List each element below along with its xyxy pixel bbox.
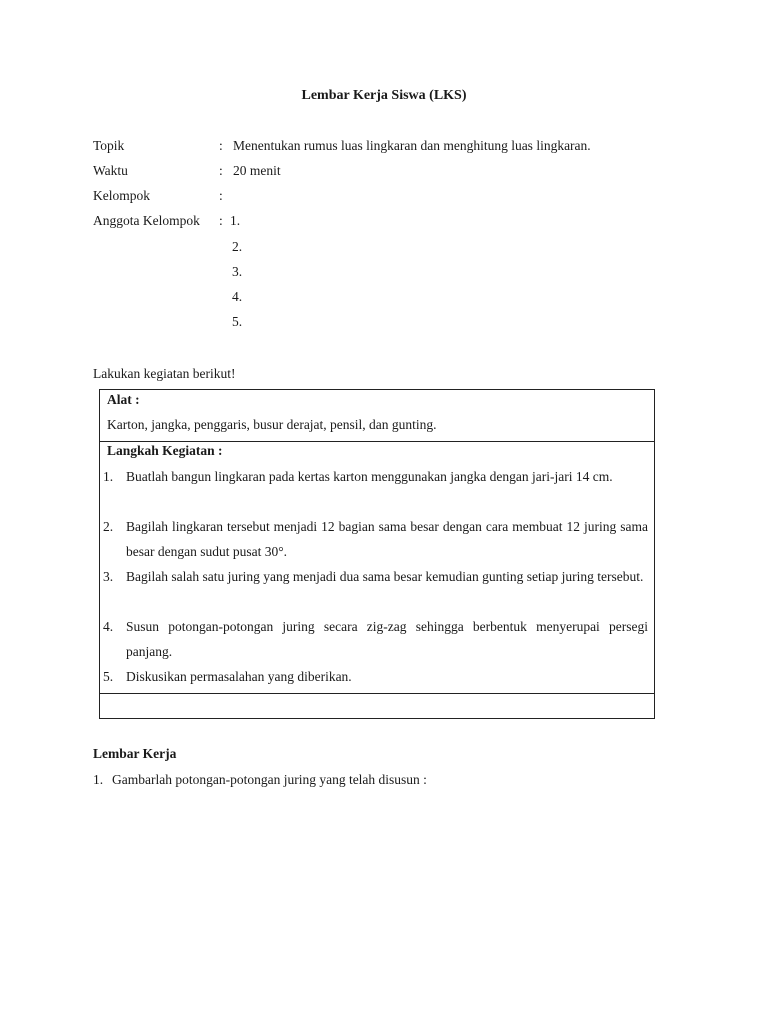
worksheet-item <box>93 770 427 790</box>
worksheet-item-text: Gambarlah potongan-potongan juring yang telah disusun : <box>112 772 427 787</box>
step-text: Diskusikan permasalahan yang diberikan. <box>126 669 352 684</box>
step-text: Buatlah bangun lingkaran pada kertas karton menggunakan jangka dengan jari-jari 14 cm. <box>126 469 613 484</box>
info-label: Topik <box>93 138 125 153</box>
info-colon: : <box>219 138 223 153</box>
member-item: 1. <box>230 213 241 228</box>
step-text: Susun potongan-potongan juring secara zig-zag sehingga berbentuk menyerupai persegi panjang. <box>126 619 648 659</box>
info-colon: : <box>219 163 223 178</box>
member-item: 5. <box>232 314 243 329</box>
member-item: 2. <box>232 239 243 254</box>
info-colon: : <box>219 188 223 203</box>
step-number: 5. <box>103 669 114 684</box>
tools-text: Karton, jangka, penggaris, busur derajat, pensil, dan gunting. <box>107 417 437 432</box>
box-divider <box>100 693 654 694</box>
step-number: 4. <box>103 619 114 634</box>
steps-heading: Langkah Kegiatan : <box>107 443 223 458</box>
step-text: Bagilah lingkaran tersebut menjadi 12 bagian sama besar dengan cara membuat 12 juring sama besar dengan sudut pusat 30°. <box>126 519 648 559</box>
info-label: Anggota Kelompok <box>93 213 200 228</box>
step-text: Bagilah salah satu juring yang menjadi dua sama besar kemudian gunting setiap juring tersebut. <box>126 569 644 584</box>
info-colon: : <box>219 213 223 228</box>
info-label: Kelompok <box>93 188 150 203</box>
intro-text: Lakukan kegiatan berikut! <box>93 366 236 381</box>
step-number: 2. <box>103 519 114 534</box>
info-label: Waktu <box>93 163 128 178</box>
worksheet-title: Lembar Kerja <box>93 746 177 761</box>
activity-box <box>99 389 655 719</box>
tools-heading: Alat : <box>107 392 140 407</box>
page-title: Lembar Kerja Siswa (LKS) <box>301 88 467 103</box>
step-number: 1. <box>103 469 114 484</box>
step-number: 3. <box>103 569 114 584</box>
worksheet-item-number: 1. <box>93 772 104 787</box>
info-value: Menentukan rumus luas lingkaran dan menghitung luas lingkaran. <box>233 138 591 153</box>
member-item: 3. <box>232 264 243 279</box>
info-value: 20 menit <box>233 163 281 178</box>
member-item: 4. <box>232 289 243 304</box>
